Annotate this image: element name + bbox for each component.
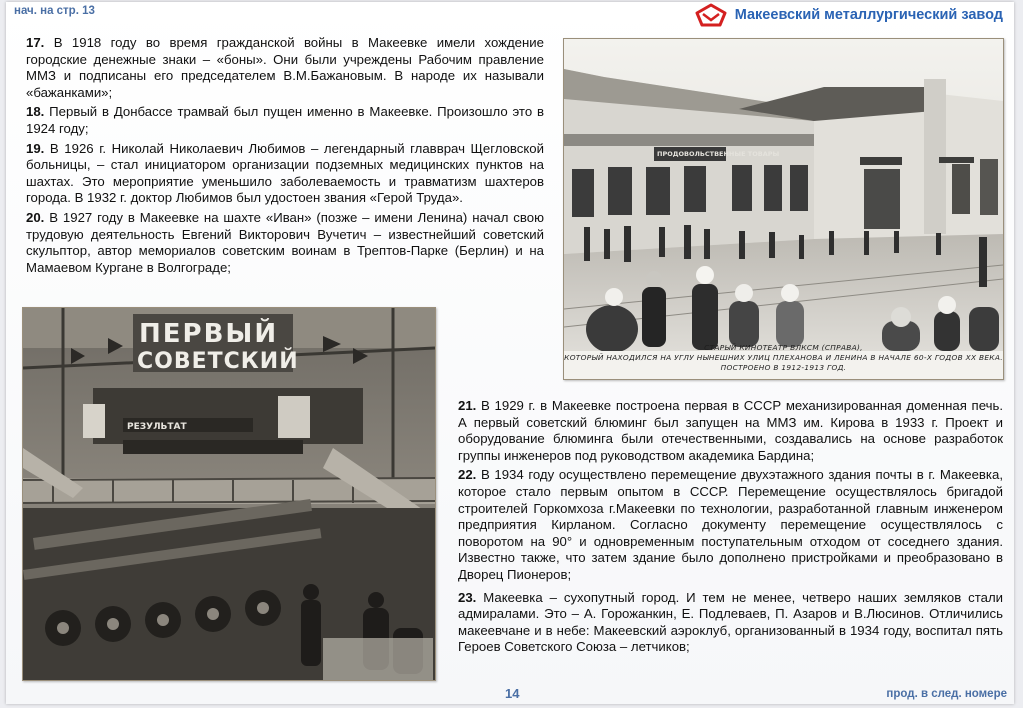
- fact-text: В 1927 году в Макеевке на шахте «Иван» (позже – имени Ленина) начал свою трудовую деятельность Евгений Викторович Вучетич – известнейший советский скульптор, автор мемориалов советским воинам в Трептов-Парке (Берлин) и на Мамаевом Кургане в Волгограде;: [26, 209, 544, 275]
- caption-line: ПОСТРОЕНО В 1912-1913 ГОД.: [720, 363, 847, 372]
- fact-text: Макеевка – сухопутный город. И тем не менее, четверо наших земляков стали адмиралами. Это – А. Горожанкин, Е. Подлеваев, П. Азаров и В.Люсинов. Отличились макеевчане и в небе: Макеевский аэроклуб, организованный в 1934 году, воспитал пять Героев Советского Союза – летчиков;: [458, 589, 1003, 655]
- caption-line: КОТОРЫЙ НАХОДИЛСЯ НА УГЛУ НЫНЕШНИХ УЛИЦ ПЛЕХАНОВА И ЛЕНИНА В НАЧАЛЕ 60-Х ГОДОВ ХХ ВЕКА.: [564, 353, 1003, 362]
- mill-board-text: РЕЗУЛЬТАТ: [127, 422, 187, 432]
- continued-from-note: нач. на стр. 13: [14, 5, 95, 17]
- fact-text: В 1929 г. в Макеевке построена первая в СССР механизированная доменная печь. А первый советский блюминг был запущен на ММЗ им. Кирова в 1933 г. Проект и оборудование блюминга были отечественными, создавались на основе разработок группы инженеров под руководством академика Бардина;: [458, 398, 1003, 463]
- fact-text: Первый в Донбассе трамвай был пущен именно в Макеевке. Произошло это в 1924 году;: [26, 104, 544, 136]
- fact-item: [26, 141, 544, 207]
- fact-number: 19.: [26, 140, 45, 156]
- fact-item: [26, 104, 544, 137]
- fact-text: В 1934 году осуществлено перемещение двухэтажного здания почты в г. Макеевка, которое стало первым опытом в СССР. Перемещение осуществлялось бригадой строителей Горкомхоза г.Макеевки по технологии, разработанной главным инженером предприятия Кирланом. Согласно документу перемещение осуществлялось с поворотом на 90° и одновременным поступательным отходом от соседнего здания. Известно также, что затем здание было дополнено пристройками и преобразовано в Дворец Пионеров;: [458, 467, 1003, 582]
- fact-number: 23.: [458, 589, 477, 605]
- facts-list-left: [26, 35, 544, 279]
- fact-number: 21.: [458, 398, 477, 413]
- brand-title: Макеевский металлургический завод: [734, 7, 1003, 23]
- mill-banner-line2: СОВЕТСКИЙ: [137, 349, 299, 374]
- fact-number: 22.: [458, 467, 477, 483]
- page-number: 14: [505, 686, 520, 701]
- mill-photo-image: [23, 308, 435, 680]
- fact-item: [26, 210, 544, 276]
- shop-sign-text: ПРОДОВОЛЬСТВЕННЫЕ ТОВАРЫ: [657, 150, 780, 158]
- fact-number: 18.: [26, 104, 45, 120]
- fact-number: 17.: [26, 35, 45, 50]
- mill-banner-line1: ПЕРВЫЙ: [139, 319, 279, 349]
- fact-item: [26, 35, 544, 101]
- mmz-logo-icon: [695, 3, 727, 27]
- brand-header: [695, 3, 1003, 27]
- fact-item: [458, 467, 1003, 583]
- fact-text: В 1926 г. Николай Николаевич Любимов – легендарный главврач Щегловской больницы, – стал инициатором организации подземных медицинских пунктов на шахтах. Это мероприятие уменьшило заболеваемость и травматизм шахтеров города. В 1932 г. доктор Любимов был удостоен звания «Герой Труда».: [26, 140, 544, 206]
- blooming-mill-photo: [22, 307, 436, 681]
- facts-list-right: [458, 398, 1003, 659]
- fact-text: В 1918 году во время гражданской войны в Макеевке имели хождение городские денежные знаки – «боны». Они были учреждены Рабочим правление ММЗ и подписаны его председателем В.М.Бажановым. В народе их называли «бажанками»;: [26, 35, 544, 100]
- fact-item: [458, 398, 1003, 464]
- continued-next-note: прод. в след. номере: [886, 688, 1007, 700]
- fact-number: 20.: [26, 209, 45, 225]
- fact-item: [458, 590, 1003, 656]
- street-sign-overlay: [563, 38, 1002, 378]
- caption-line: СТАРЫЙ КИНОТЕАТР ВЛКСМ (СПРАВА),: [704, 343, 863, 352]
